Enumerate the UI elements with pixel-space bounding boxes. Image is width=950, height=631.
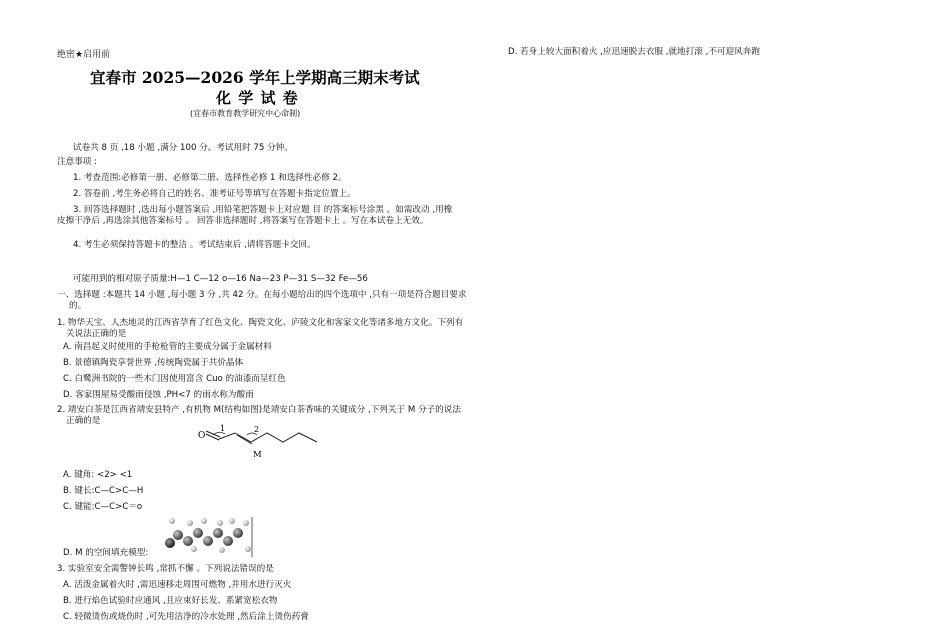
question-3-option-b: B. 进行焰色试验时应通风 ,且应束好长发、系紧宽松衣物 [63, 596, 278, 606]
hydrogen-atom [229, 518, 235, 524]
bond [206, 431, 220, 437]
question-2-option-b: B. 键长:C—C>C—H [63, 486, 144, 496]
angle-2-label: 2 [254, 425, 260, 434]
bond [206, 434, 219, 440]
oxygen-atom [165, 538, 175, 548]
carbon-atom [173, 530, 183, 540]
hydrogen-atom [243, 520, 249, 526]
hydrogen-atom [217, 520, 223, 526]
molecule-m-label: M [253, 450, 262, 460]
carbon-atom [183, 536, 193, 546]
section-one-heading: 一、选择题 :本题共 14 小题 ,每小题 3 分 ,共 42 分。在每小题给出的四个选项中 ,只有一项是符合题目要求的。 [57, 290, 467, 311]
hydrogen-atom [245, 546, 251, 552]
hydrogen-atom [191, 546, 197, 552]
carbon-atom [233, 528, 243, 538]
carbon-atom [203, 536, 213, 546]
notice-item: 1. 考查范围:必修第一册、必修第二册、选择性必修 1 和选择性必修 2。 [73, 173, 347, 183]
exam-intro: 试卷共 8 页 ,18 小题 ,满分 100 分。考试用时 75 分钟。 [73, 143, 293, 153]
carbon-atom [223, 536, 233, 546]
hydrogen-atom [201, 518, 207, 524]
question-3-stem: 3. 实验室安全需警钟长鸣 ,常抓不懈 。下列说法错误的是 [57, 564, 274, 574]
question-1-option-a: A. 南昌起义时使用的手枪枪管的主要成分属于金属材料 [63, 342, 272, 352]
question-3-option-d: D. 若身上较大面积着火 ,应迅速脱去衣服 ,就地打滚 ,不可迎风奔跑 [508, 47, 760, 57]
question-2-stem: 2. 靖安白茶是江西省靖安县特产 ,有机物 M(结构如图)是靖安白茶香味的关键成分 ,下列关于 M 分子的说法正确的是 [57, 405, 461, 426]
exam-subtitle: 化 学 试 卷 [216, 89, 299, 107]
question-2-option-a: A. 键角: <2> <1 [63, 470, 133, 480]
carbon-atom [213, 528, 223, 538]
space-filling-model [160, 515, 256, 559]
oxygen-label: O [198, 431, 206, 441]
question-1-option-b: B. 景德镇陶瓷享誉世界 ,传统陶瓷属于共价晶体 [63, 358, 244, 368]
notice-item: 3. 回答选择题时 ,选出每小题答案后 ,用铅笔把答题卡上对应题 目 的答案标号涂黑 。如需改动 ,用橡皮擦干净后 ,再选涂其他答案标号 。 回答非选择题时 ,将答案写在答题卡上 。写在本试卷上无效。 [57, 205, 453, 226]
question-3-option-a: A. 活泼金属着火时 ,需迅速移走周围可燃物 ,并用水进行灭火 [63, 580, 292, 590]
hydrogen-atom [219, 547, 225, 553]
exam-title: 宜春市 2025—2026 学年上学期高三期末考试 [90, 68, 420, 87]
question-1-option-c: C. 白鹭洲书院的一些木门因使用富含 Cuo 的油漆而呈红色 [63, 374, 286, 384]
molecule-m-structure [195, 420, 325, 462]
carbon-atom [193, 528, 203, 538]
secret-label: 绝密★启用前 [57, 50, 111, 60]
notice-label: 注意事项 : [57, 157, 98, 167]
question-2-option-d: D. M 的空间填充模型: [63, 548, 149, 558]
notice-item: 4. 考生必须保持答题卡的整洁 。考试结束后 ,请将答题卡交回。 [73, 240, 316, 250]
question-1-option-d: D. 客家围屋易受酸雨侵蚀 ,PH<7 的雨水称为酸雨 [63, 390, 254, 400]
double-bond [237, 435, 252, 444]
carbon-chain [219, 433, 317, 442]
hydrogen-atom [169, 518, 175, 524]
hydrogen-atom [187, 520, 193, 526]
notice-item: 2. 答卷前 ,考生务必将自己的姓名、准考证号等填写在答题卡指定位置上。 [73, 189, 356, 199]
angle-1-label: 1 [220, 424, 226, 433]
atomic-masses: 可能用到的相对原子质量:H—1 C—12 o—16 Na—23 P—31 S—32 Fe—56 [73, 274, 368, 284]
question-2-option-c: C. 键能:C—C>C＝o [63, 502, 143, 512]
issuer-label: (宜春市教育教学研究中心命制) [190, 109, 301, 118]
question-1-stem: 1. 物华天宝、人杰地灵的江西省孕育了红色文化、陶瓷文化、庐陵文化和客家文化等诸多地方文化。下列有关说法正确的是 [57, 318, 464, 339]
question-3-option-c: C. 轻微烫伤或烧伤时 ,可先用洁净的冷水处理 ,然后涂上烫伤药膏 [63, 612, 309, 622]
